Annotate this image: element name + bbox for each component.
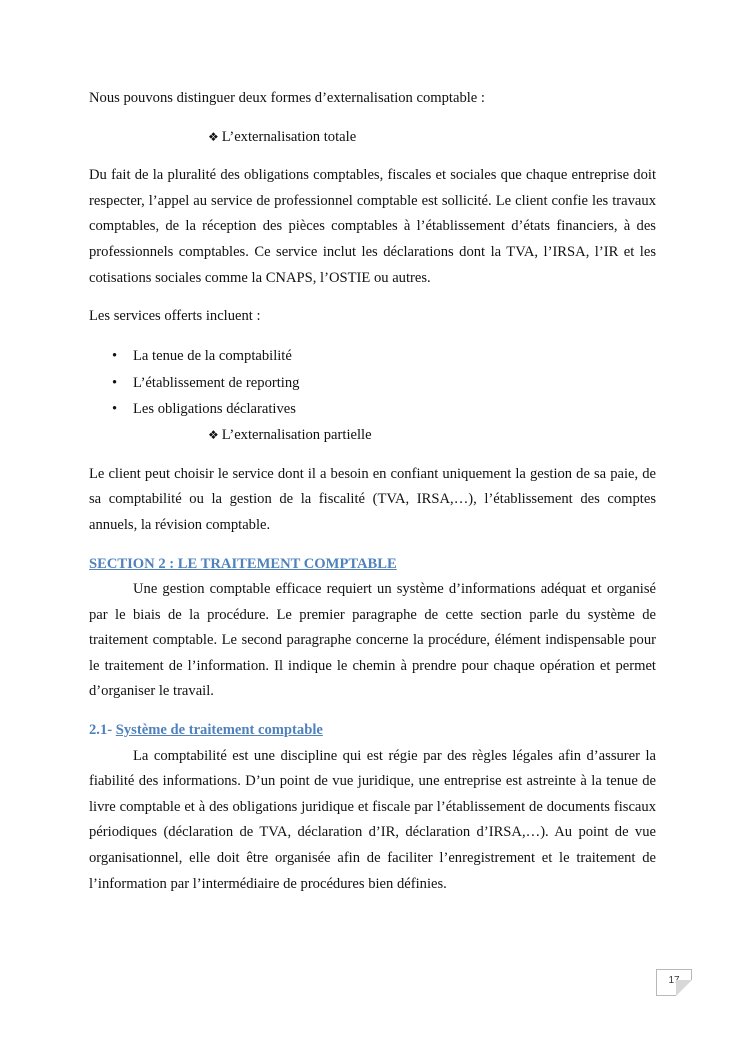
services-intro-paragraph: Les services offerts incluent : — [89, 308, 261, 325]
list-item — [89, 343, 656, 370]
subsection-2-1-title — [89, 718, 656, 744]
section-2-title: SECTION 2 : LE TRAITEMENT COMPTABLE — [89, 555, 397, 572]
subsection-2-1-paragraph: La comptabilité est une discipline qui est régie par des règles légales afin d’assurer la fiabilité des informations. D’un point de vue juridique, une entreprise est astreinte à la tenue de livre comptable et à des obligations juridique et fiscale par l’établissement de documents fiscaux périodiques (déclaration de TVA, déclaration d’IR, déclaration d’IRSA,…). Au point de vue organisationnel, elle doit être organisée afin de faciliter l’enregistrement et le traitement de l’information par l’intermédiaire de procédures bien définies. — [89, 747, 656, 892]
intro-paragraph: Nous pouvons distinguer deux formes d’externalisation comptable : — [89, 90, 485, 106]
subsection-label: Système de traitement comptable — [115, 722, 323, 739]
subsection-number: 2.1- — [89, 722, 113, 739]
list-item — [89, 370, 656, 397]
bullet-icon: • — [112, 347, 118, 364]
page-number: 17 — [668, 975, 680, 986]
externalisation-totale-label: L’externalisation totale — [221, 128, 357, 145]
section-2-paragraph: Une gestion comptable efficace requiert un système d’informations adéquat et organisé par le biais de la procédure. Le premier paragraphe de cette section parle du système de traitement comptable. Le second paragraphe concerne la procédure, élément indispensable pour le traitement de l’information. Il indique le chemin à prendre pour chaque opération et permet d’organiser le travail. — [89, 581, 656, 700]
externalisation-partielle-label: L’externalisation partielle — [221, 427, 372, 444]
list-item — [89, 396, 656, 423]
externalisation-partielle-paragraph: Le client peut choisir le service dont il a besoin en confiant uniquement la gestion de sa paie, de sa comptabilité ou la gestion de la fiscalité (TVA, IRSA,…), l’établissement des comptes annuels, la révision comptable. — [89, 465, 656, 533]
page-number-box — [656, 969, 692, 996]
document-page — [89, 86, 656, 897]
list-item-label: Les obligations déclaratives — [133, 401, 296, 418]
externalisation-totale-paragraph: Du fait de la pluralité des obligations comptables, fiscales et sociales que chaque entreprise doit respecter, l’appel au service de professionnel comptable est sollicité. Le client confie les travaux comptables, de la réception des pièces comptables à l’établissement d’états financiers, à des professionnels comptables. Ce service inclut les déclarations dont la TVA, l’IRSA, l’IR et les cotisations sociales comme la CNAPS, l’OSTIE ou autres. — [89, 167, 656, 286]
bullet-icon: • — [112, 401, 118, 418]
externalisation-partielle-heading — [89, 423, 656, 449]
diamond-bullet-icon: ❖ — [208, 129, 219, 144]
list-item-label: La tenue de la comptabilité — [133, 347, 292, 364]
diamond-bullet-icon: ❖ — [208, 428, 219, 443]
externalisation-totale-heading — [89, 125, 656, 151]
page-curl-icon — [676, 980, 692, 996]
bullet-icon: • — [112, 374, 118, 391]
services-list — [89, 343, 656, 423]
list-item-label: L’établissement de reporting — [133, 374, 300, 391]
